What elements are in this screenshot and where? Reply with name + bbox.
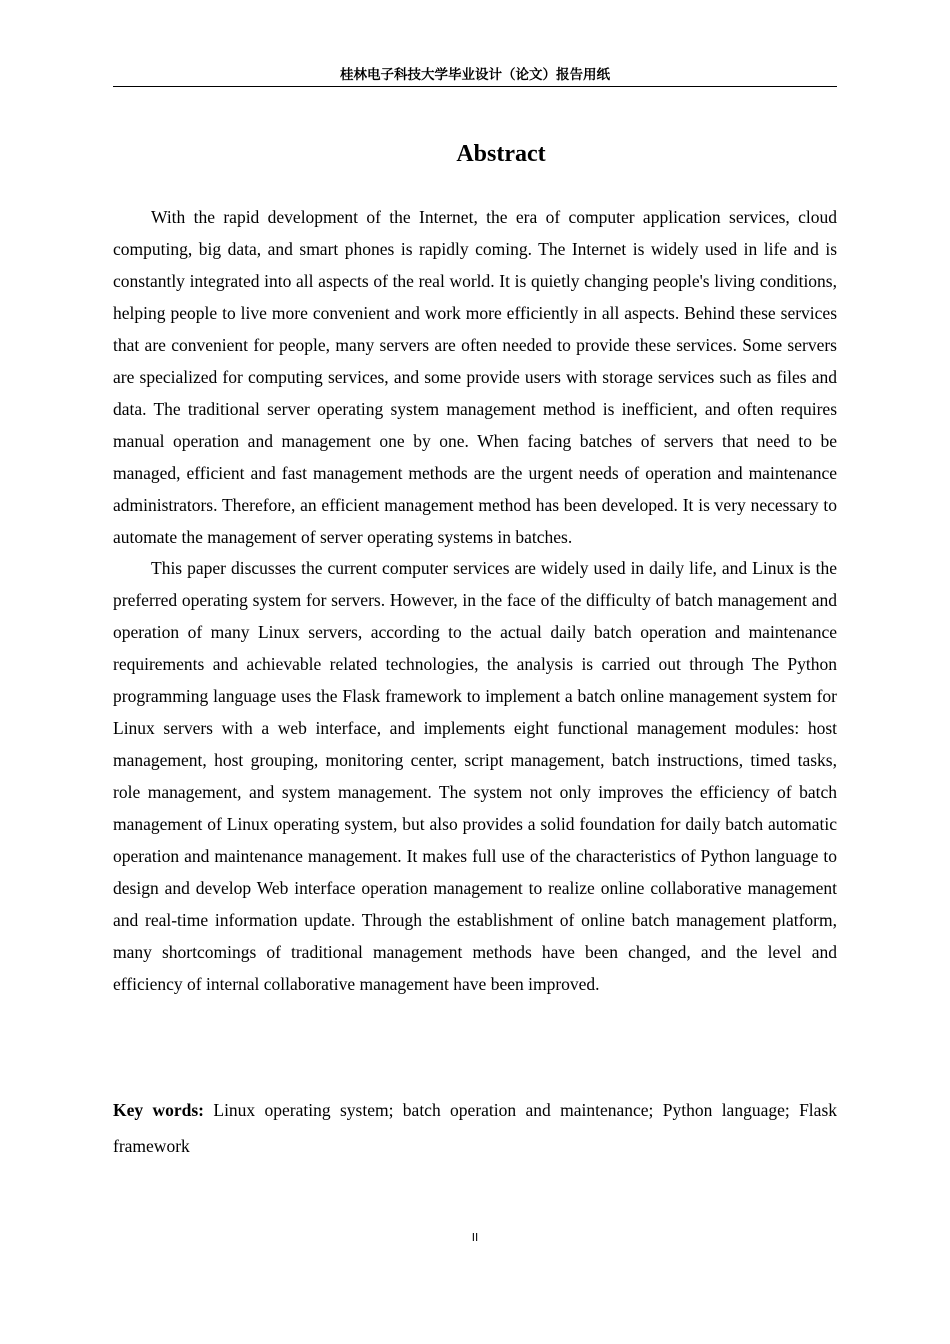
abstract-paragraph-2: This paper discusses the current computer services are widely used in daily life, and Linux is the preferred operating system for servers. However, in the face of the difficulty of batch management and operation of many Linux servers, according to the actual daily batch operation and maintenance requirements and achievable related technologies, the analysis is carried out through The Python programming language uses the Flask framework to implement a batch online management system for Linux servers with a web interface, and implements eight functional management modules: host management, host grouping, monitoring center, script management, batch instructions, timed tasks, role management, and system management. The system not only improves the efficiency of batch management of Linux operating system, but also provides a solid foundation for daily batch automatic operation and maintenance management. It makes full use of the characteristics of Python language to design and develop Web interface operation management to realize online collaborative management and real-time information update. Through the establishment of online batch management platform, many shortcomings of traditional management methods have been changed, and the level and efficiency of internal collaborative management have been improved. [113, 558, 837, 994]
abstract-body [113, 202, 837, 1001]
abstract-paragraph-1: With the rapid development of the Internet, the era of computer application services, cloud computing, big data, and smart phones is rapidly coming. The Internet is widely used in life and is constantly integrated into all aspects of the real world. It is quietly changing people's living conditions, helping people to live more convenient and work more efficiently in all aspects. Behind these services that are convenient for people, many servers are often needed to provide these services. Some servers are specialized for computing services, and some provide users with storage services such as files and data. The traditional server operating system management method is inefficient, and often requires manual operation and management one by one. When facing batches of servers that need to be managed, efficient and fast management methods are the urgent needs of operation and maintenance administrators. Therefore, an efficient management method has been developed. It is very necessary to automate the management of server operating systems in batches. [113, 207, 837, 547]
page-number: II [471, 1231, 479, 1244]
keywords-label: Key words: [113, 1100, 205, 1120]
page-header: 桂林电子科技大学毕业设计（论文）报告用纸 [113, 64, 837, 87]
keywords-section [113, 1092, 837, 1164]
abstract-title: Abstract [456, 141, 546, 167]
keywords-text: Linux operating system; batch operation and maintenance; Python language; Flask framework [113, 1100, 837, 1156]
